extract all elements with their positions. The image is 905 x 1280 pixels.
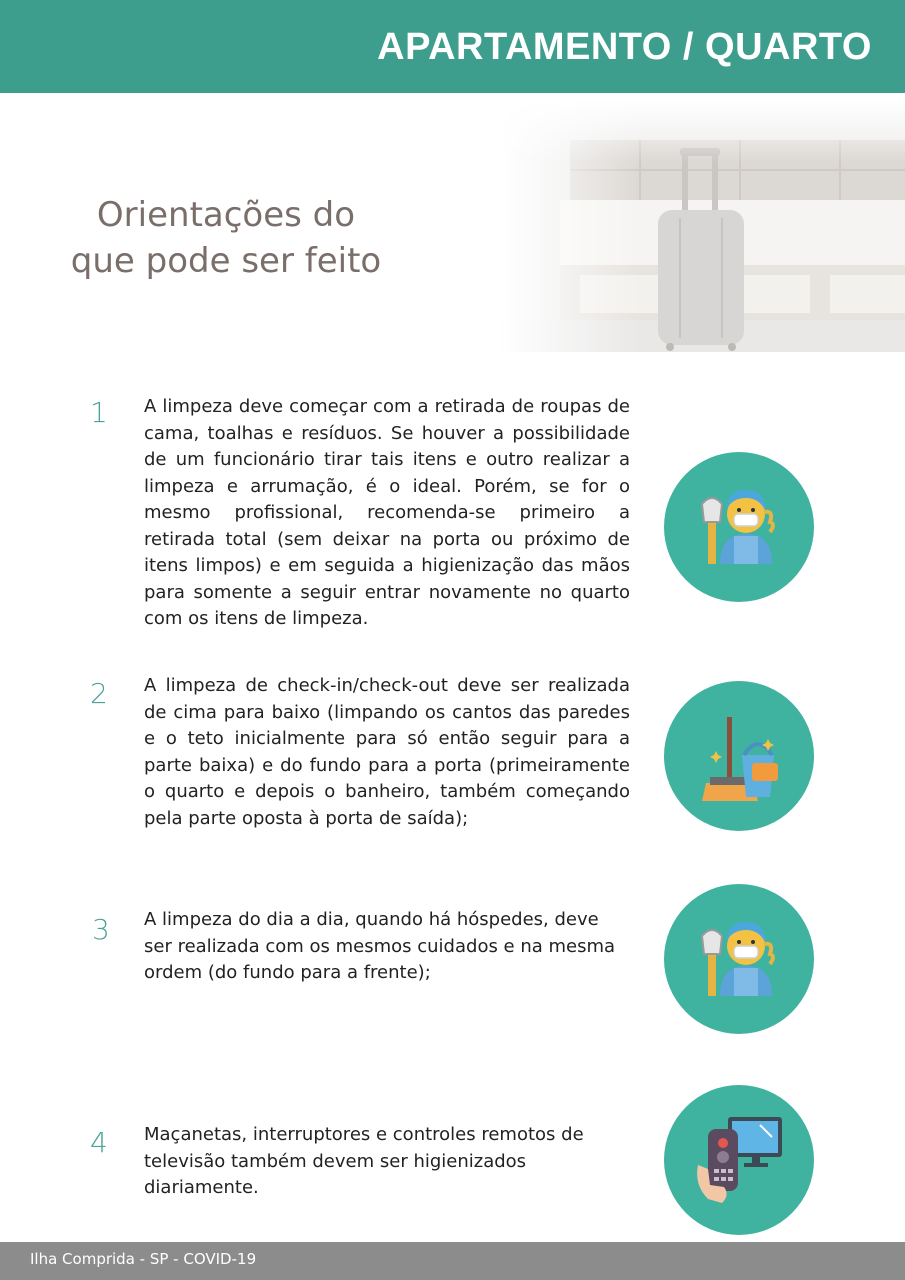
step-text-1: A limpeza deve começar com a retirada de roupas de cama, toalhas e resíduos. Se houver a possibilidade de um funcionário tirar tais itens e outro realizar a limpeza e arrumação, é o ideal. Porém, se for o mesmo profissional, recomenda-se primeiro a retirada total (sem deixar na porta ou próximo de itens limpos) e em seguida a higienização das mãos para somente a seguir entrar novamente no quarto com os itens de limpeza. xyxy=(144,396,630,629)
step-text-3: A limpeza do dia a dia, quando há hóspedes, deve ser realizada com os mesmos cuidados e na mesma ordem (do fundo para a frente); xyxy=(144,909,616,983)
step-number-3: 3 xyxy=(92,913,110,946)
step-number-2: 2 xyxy=(90,677,108,710)
header-bar xyxy=(0,0,905,93)
step-text-4: Maçanetas, interruptores e controles remotos de televisão também devem ser higienizados diariamente. xyxy=(144,1124,584,1198)
section-subtitle xyxy=(36,192,416,284)
footer-bar xyxy=(0,1242,905,1280)
cleaning-worker-icon xyxy=(664,452,814,602)
footer-text: Ilha Comprida - SP - COVID-19 xyxy=(30,1250,257,1268)
page-title: APARTAMENTO / QUARTO xyxy=(377,26,872,68)
hero-bedroom-image xyxy=(500,100,905,352)
step-text-2: A limpeza de check-in/check-out deve ser realizada de cima para baixo (limpando os cantos das paredes e o teto inicialmente para só então seguir para a parte baixa) e do fundo para a porta (primeiramente o quarto e depois o banheiro, também começando pela parte oposta à porta de saída); xyxy=(144,675,630,829)
subtitle-line-1: Orientações do xyxy=(96,195,356,235)
remote-control-tv-icon xyxy=(664,1085,814,1235)
cleaning-worker-icon-2 xyxy=(664,884,814,1034)
step-number-4: 4 xyxy=(90,1126,108,1159)
step-number-1: 1 xyxy=(90,396,108,429)
cleaning-supplies-icon xyxy=(664,681,814,831)
subtitle-line-2: que pode ser feito xyxy=(70,241,382,281)
